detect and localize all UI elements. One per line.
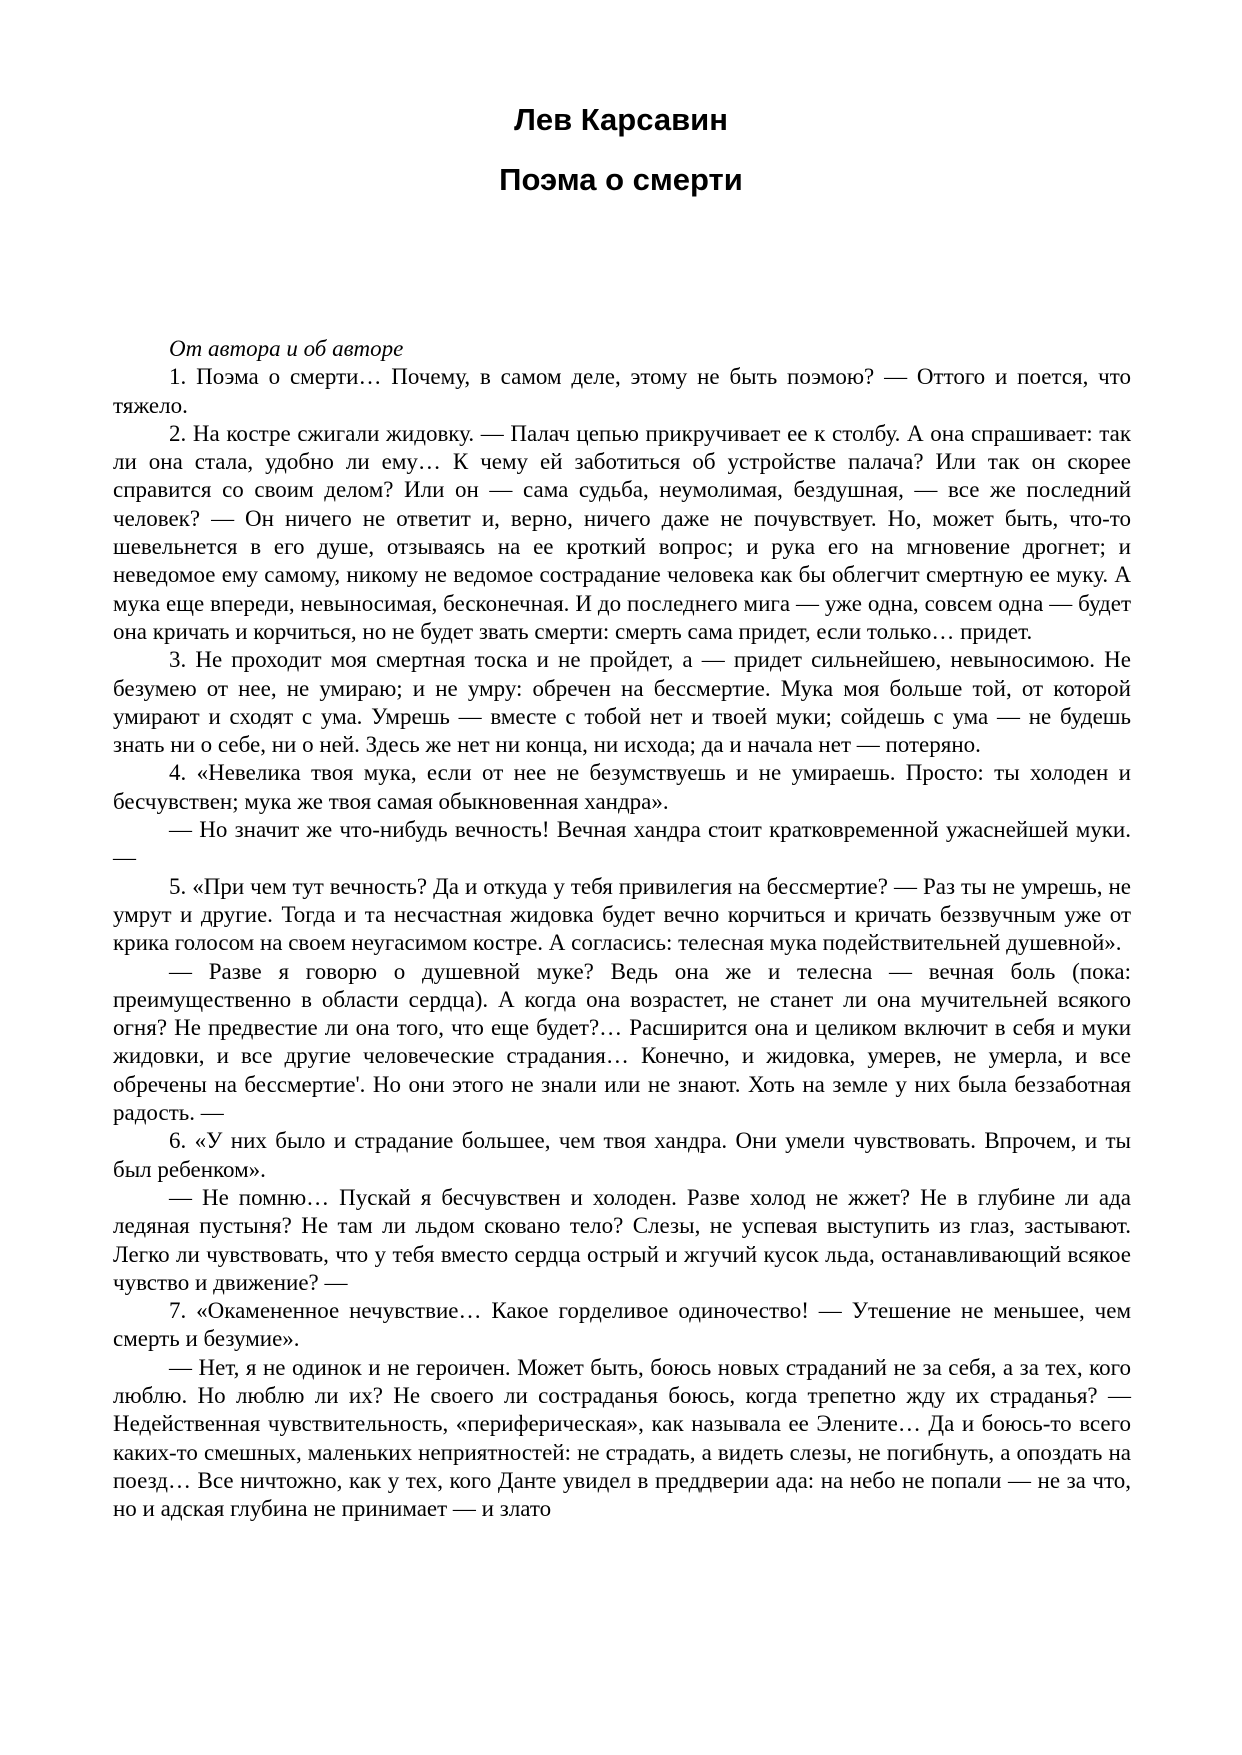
section-heading: От автора и об авторе xyxy=(169,336,404,361)
document-title: Поэма о смерти xyxy=(499,162,743,197)
paragraph: 4. «Невелика твоя мука, если от нее не безумствуешь и не умираешь. Просто: ты холоден и бесчувствен; мука же твоя самая обыкновенная хандра». xyxy=(113,760,1131,814)
body-text xyxy=(113,335,1131,1523)
paragraph: — Разве я говорю о душевной муке? Ведь она же и телесна — вечная боль (пока: преимущественно в области сердца). А когда она возрастет, не станет ли она мучительней всякого огня? Не предвестие ли она того, что еще будет?… Расширится она и целиком включит в себя и муки жидовки, и все другие человеческие страдания… Конечно, и жидовка, умерев, не умерла, и все обречены на бессмертие'. Но они этого не знали или не знают. Хоть на земле у них была беззаботная радость. — xyxy=(113,958,1131,1126)
paragraph: 7. «Окамененное нечувствие… Какое горделивое одиночество! — Утешение не меньшее, чем смерть и безумие». xyxy=(113,1298,1131,1352)
paragraph: 1. Поэма о смерти… Почему, в самом деле, этому не быть поэмою? — Оттого и поется, что тяжело. xyxy=(113,364,1131,418)
paragraph: 5. «При чем тут вечность? Да и откуда у тебя привилегия на бессмертие? — Раз ты не умрешь, не умрут и другие. Тогда и та несчастная жидовка будет вечно корчиться и кричать беззвучным уже от крика голосом на своем неугасимом костре. А согласись: телесная мука подействительней душевной». xyxy=(113,873,1131,956)
paragraph: — Нет, я не одинок и не героичен. Может быть, боюсь новых страданий не за себя, а за тех, кого люблю. Но люблю ли их? Не своего ли состраданья боюсь, когда трепетно жду их страданья? — Недейственная чувствительность, «периферическая», как называла ее Элените… Да и боюсь-то всего каких-то смешных, маленьких неприятностей: не страдать, а видеть слезы, не погибнуть, а опоздать на поезд… Все ничтожно, как у тех, кого Данте увидел в преддверии ада: на небо не попали — не за что, но и адская глубина не принимает — и злато xyxy=(113,1354,1131,1522)
title-block xyxy=(0,100,1242,200)
paragraph: 6. «У них было и страдание большее, чем твоя хандра. Они умели чувствовать. Впрочем, и ты был ребенком». xyxy=(113,1128,1131,1182)
paragraph: 3. Не проходит моя смертная тоска и не пройдет, а — придет сильнейшею, невыносимою. Не безумею от нее, не умираю; и не умру: обречен на бессмертие. Мука моя больше той, от которой умирают и сходят с ума. Умрешь — вместе с тобой нет и твоей муки; сойдешь с ума — не будешь знать ни о себе, ни о ней. Здесь же нет ни конца, ни исхода; да и начала нет — потеряно. xyxy=(113,647,1131,758)
paragraph: — Но значит же что-нибудь вечность! Вечная хандра стоит кратковременной ужаснейшей муки. — xyxy=(113,817,1131,871)
paragraph: — Не помню… Пускай я бесчувствен и холоден. Разве холод не жжет? Не в глубине ли ада ледяная пустыня? Не там ли льдом сковано тело? Слезы, не успевая выступить из глаз, застывают. Легко ли чувствовать, что у тебя вместо сердца острый и жгучий кусок льда, останавливающий всякое чувство и движение? — xyxy=(113,1184,1131,1295)
paragraph: 2. На костре сжигали жидовку. — Палач цепью прикручивает ее к столбу. А она спрашивает: так ли она стала, удобно ли ему… К чему ей заботиться об устройстве палача? Или так он скорее справится со своим делом? Или он — сама судьба, неумолимая, бездушная, — все же последний человек? — Он ничего не ответит и, верно, ничего даже не почувствует. Но, может быть, что-то шевельнется в его душе, отзываясь на ее кроткий вопрос; и рука его на мгновение дрогнет; и неведомое ему самому, никому не ведомое сострадание человека как бы облегчит смертную ее муку. А мука еще впереди, невыносимая, бесконечная. И до последнего мига — уже одна, совсем одна — будет она кричать и корчиться, но не будет звать смерти: смерть сама придет, если только… придет. xyxy=(113,420,1131,644)
author-name: Лев Карсавин xyxy=(514,102,728,137)
